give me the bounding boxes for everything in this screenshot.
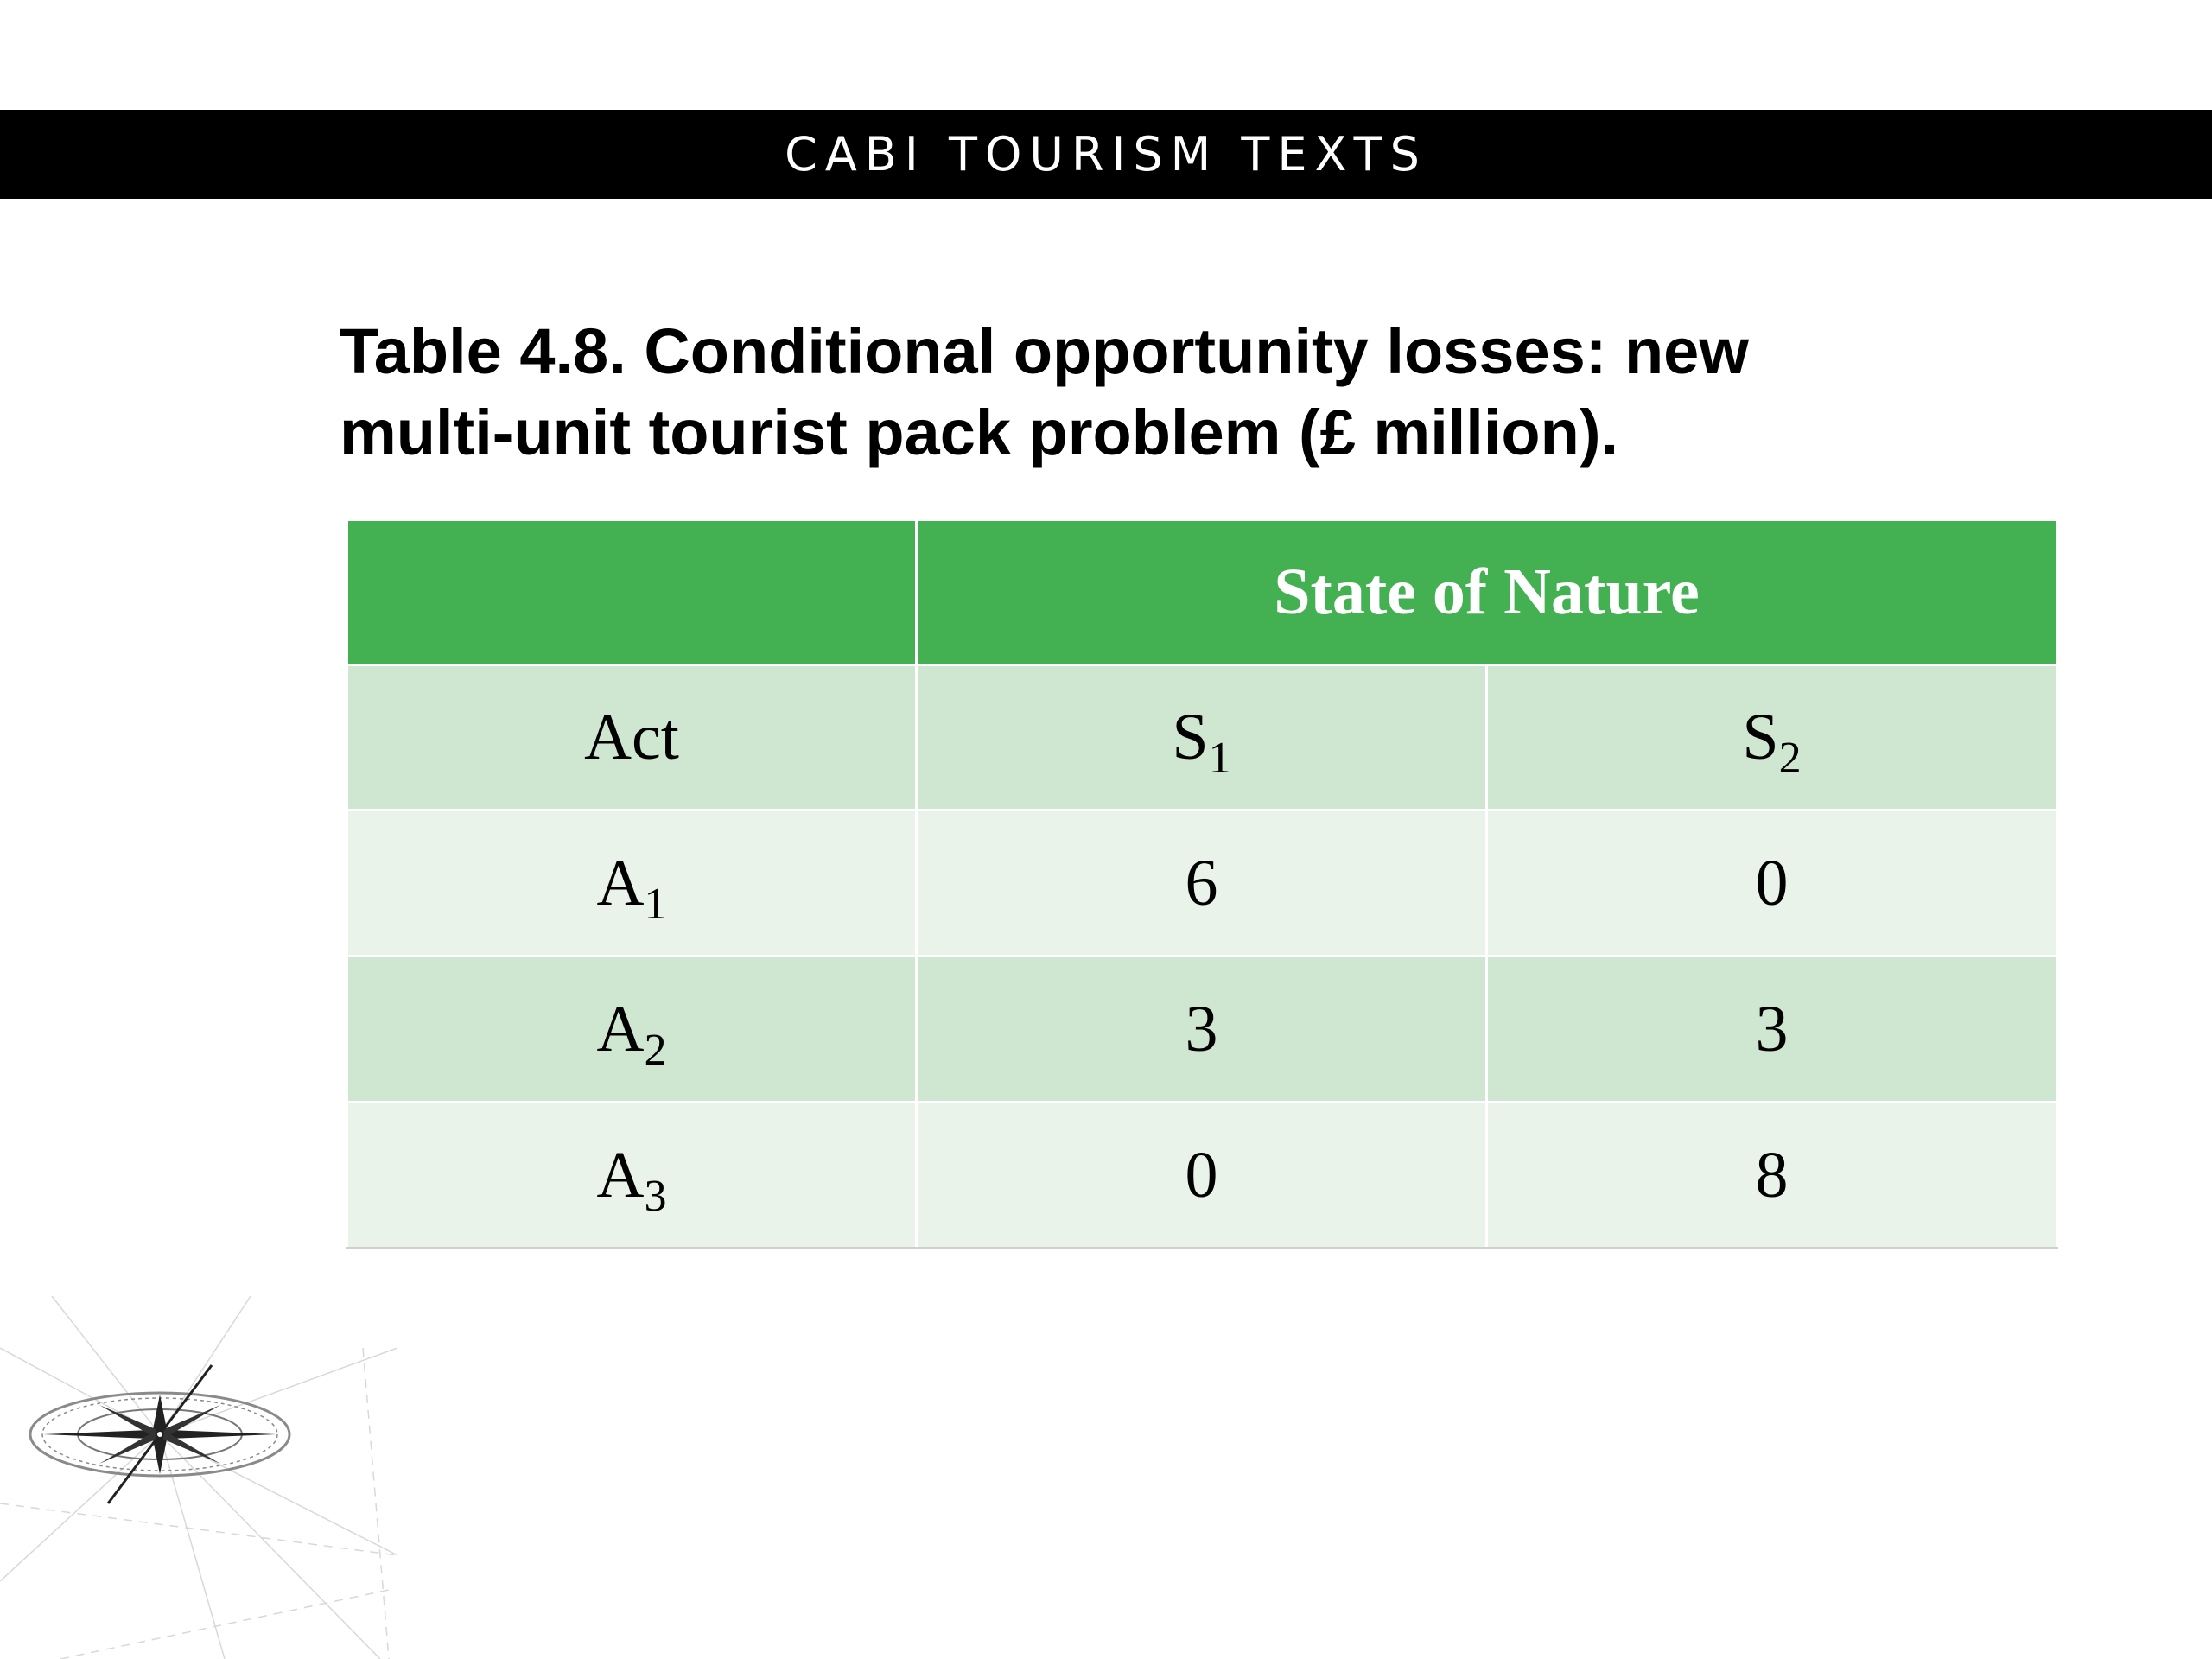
group-header-row <box>347 520 2057 665</box>
table-row <box>347 1103 2057 1249</box>
act-cell: $A_3$ <box>347 1103 917 1249</box>
col-header-s2: $S_2$ <box>1486 665 2056 810</box>
s1-cell: 0 <box>916 1103 1486 1249</box>
s2-cell: 3 <box>1486 957 2056 1103</box>
act-cell: $A_1$ <box>347 810 917 957</box>
banner-title: CABI TOURISM TEXTS <box>785 127 1427 181</box>
col-header-act: Act <box>347 665 917 810</box>
act-cell: $A_2$ <box>347 957 917 1103</box>
caption-line-2: multi-unit tourist pack problem (£ million). <box>340 397 1619 468</box>
column-header-row <box>347 665 2057 810</box>
compass-rose-icon <box>0 1296 397 1659</box>
header-banner <box>0 110 2212 199</box>
col-header-s1: $S_1$ <box>916 665 1486 810</box>
opportunity-loss-table <box>346 518 2058 1249</box>
state-of-nature-header: State of Nature <box>916 520 2056 665</box>
table-row <box>347 810 2057 957</box>
table-caption <box>340 311 1981 474</box>
s1-cell: 3 <box>916 957 1486 1103</box>
s2-cell: 8 <box>1486 1103 2056 1249</box>
s1-cell: 6 <box>916 810 1486 957</box>
s2-cell: 0 <box>1486 810 2056 957</box>
table-row <box>347 957 2057 1103</box>
caption-line-1: Table 4.8. Conditional opportunity losses: new <box>340 315 1749 387</box>
header-blank-cell <box>347 520 917 665</box>
